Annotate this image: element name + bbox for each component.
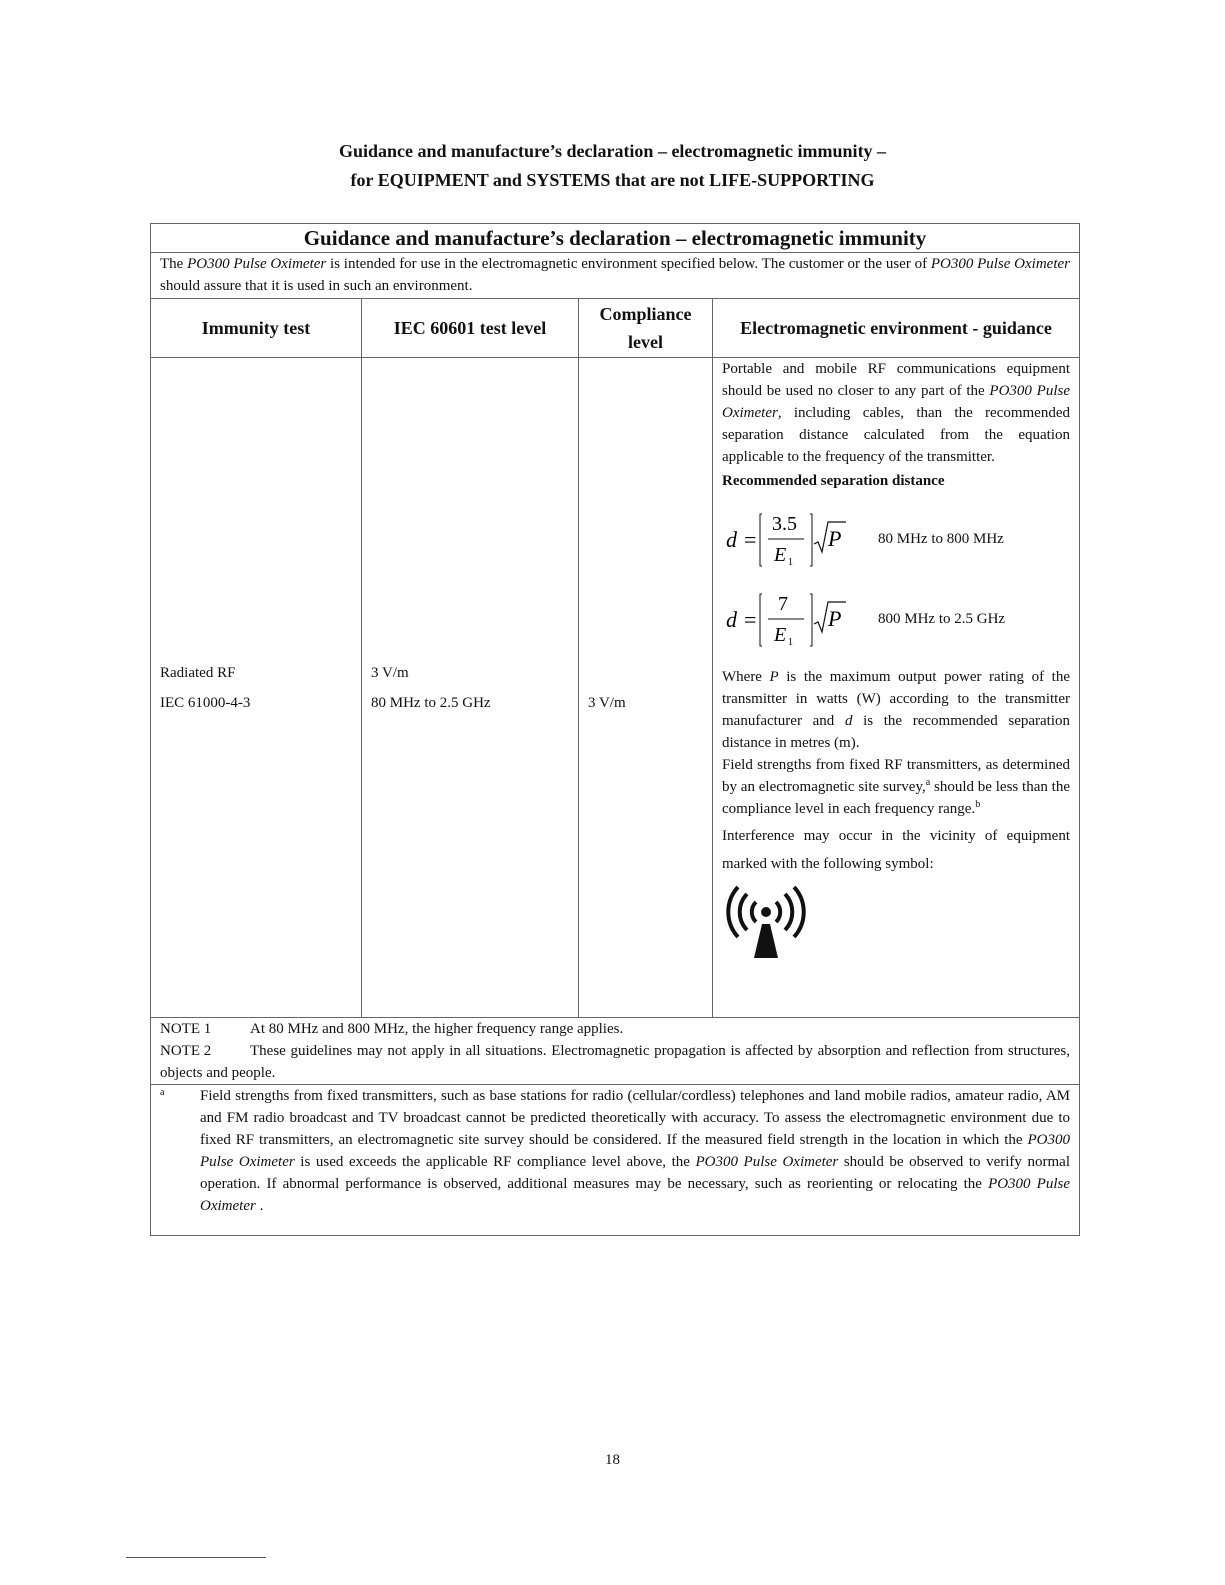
column-header-guidance: Electromagnetic environment - guidance: [713, 299, 1080, 358]
footer-rule: [126, 1557, 266, 1558]
table-row: [151, 358, 1080, 1018]
table-footnote: [151, 1085, 1080, 1236]
eq-symbol-p: P: [828, 606, 842, 631]
eq-numerator: 3.5: [772, 513, 797, 535]
eq-equals: =: [744, 607, 757, 632]
table-intro: The PO300 Pulse Oximeter is intended for use in the electromagnetic environment specified below. The customer or the user of PO300 Pulse Oximeter should assure that it is used in such an environment.: [151, 253, 1080, 299]
column-header-compliance-level: Compliance level: [579, 299, 713, 358]
recommended-distance-label: Recommended separation distance: [722, 473, 945, 489]
page-title-line-1: Guidance and manufacture’s declaration – electromagnetic immunity –: [338, 141, 887, 161]
eq-denominator: E: [774, 624, 787, 646]
page-title-line-2: for EQUIPMENT and SYSTEMS that are not LIFE-SUPPORTING: [350, 170, 875, 190]
cell-immunity-test: Radiated RF IEC 61000-4-3: [151, 358, 362, 1018]
immunity-table: [150, 223, 1080, 1236]
eq-symbol-p: P: [828, 526, 842, 551]
eq-symbol-d: d: [726, 527, 737, 552]
eq-symbol-d: d: [726, 607, 737, 632]
cell-guidance: [713, 358, 1080, 1018]
column-header-test-level: IEC 60601 test level: [362, 299, 579, 358]
interference-paragraph: Interference may occur in the vicinity of equipment marked with the following symbol:: [722, 828, 1070, 872]
note-1: NOTE 1 At 80 MHz and 800 MHz, the higher frequency range applies.: [160, 1021, 624, 1037]
device-name: PO300 Pulse Oximeter: [930, 256, 1070, 272]
note-2: NOTE 2 These guidelines may not apply in all situations. Electromagnetic propagation is affected by absorption and reflection from structures, objects and people.: [160, 1043, 1070, 1081]
footnote-text: Field strengths from fixed transmitters, such as base stations for radio (cellular/cordless) telephones and land mobile radios, amateur radio, AM and FM radio broadcast and TV broadcast cannot be predicted theoretically with accuracy. To assess the electromagnetic environment due to fixed RF transmitters, an electromagnetic site survey should be considered. If the measured field strength in the location in which the PO300 Pulse Oximeter is used exceeds the applicable RF compliance level above, the PO300 Pulse Oximeter should be observed to verify normal operation. If abnormal performance is observed, additional measures may be necessary, such as reorienting or relocating the PO300 Pulse Oximeter .: [200, 1088, 1070, 1214]
non-ionizing-radiation-icon: [722, 882, 812, 962]
device-name: PO300 Pulse Oximeter: [722, 383, 1070, 421]
footnote-mark: a: [160, 1087, 165, 1098]
page-number: 18: [605, 1452, 620, 1468]
device-name: PO300 Pulse Oximeter: [695, 1154, 839, 1170]
eq-subscript: 1: [788, 637, 793, 648]
page-title: [0, 137, 1225, 195]
equation-1-formula: [724, 508, 864, 572]
equation-2: [722, 588, 1070, 652]
table-notes: [151, 1018, 1080, 1085]
eq-denominator: E: [774, 544, 787, 566]
frequency-range-2: 800 MHz to 2.5 GHz: [878, 611, 1006, 627]
frequency-range-1: 80 MHz to 800 MHz: [878, 531, 1004, 547]
equation-2-formula: [724, 588, 864, 652]
where-paragraph: Where P is the maximum output power rating of the transmitter in watts (W) according to the transmitter manufacturer and d is the recommended separation distance in metres (m).: [722, 669, 1071, 751]
eq-numerator: 7: [778, 593, 788, 615]
equation-1: [722, 508, 1070, 572]
eq-subscript: 1: [788, 557, 793, 568]
device-name: PO300 Pulse Oximeter: [200, 1176, 1070, 1214]
eq-equals: =: [744, 527, 757, 552]
cell-test-level: 3 V/m 80 MHz to 2.5 GHz: [362, 358, 579, 1018]
device-name: PO300 Pulse Oximeter: [200, 1132, 1070, 1170]
guidance-paragraph: Portable and mobile RF communications equipment should be used no closer to any part of the PO300 Pulse Oximeter, including cables, than the recommended separation distance calculated from the equation applicable to the frequency of the transmitter.: [722, 361, 1070, 465]
table-heading: Guidance and manufacture’s declaration – electromagnetic immunity: [151, 224, 1080, 253]
column-header-immunity-test: Immunity test: [151, 299, 362, 358]
cell-compliance-level: 3 V/m: [579, 358, 713, 1018]
device-name: PO300 Pulse Oximeter: [187, 256, 327, 272]
field-strength-paragraph: Field strengths from fixed RF transmitters, as determined by an electromagnetic site survey,$^a$ should be less than the compliance level in each frequency range.$^b$: [722, 757, 1070, 817]
